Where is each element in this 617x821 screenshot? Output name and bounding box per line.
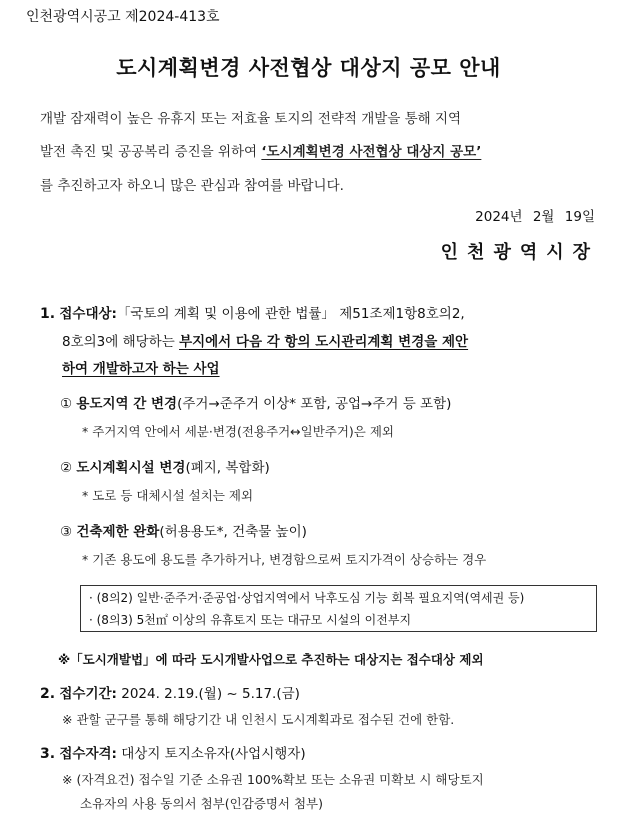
section-2-note: ※ 관할 군구를 통해 해당기간 내 인천시 도시계획과로 접수된 건에 한함. <box>62 712 455 727</box>
definition-box <box>80 585 597 632</box>
section-3-heading <box>40 742 306 762</box>
section-1-line-2-emph: 부지에서 다음 각 항의 도시관리계획 변경을 제안 <box>179 334 469 350</box>
box-line-1: · (8의2) 일반·준주거·준공업·상업지역에서 낙후도심 기능 회복 필요지역(역세권 등) <box>89 591 525 605</box>
page-title: 도시계획변경 사전협상 대상지 공모 안내 <box>116 56 501 80</box>
item-1-title: 용도지역 간 변경 <box>76 396 178 412</box>
item-1-heading <box>60 392 451 412</box>
section-1-number: 1. <box>40 306 56 322</box>
item-3-title: 건축제한 완화 <box>76 524 160 540</box>
notice-date: 2024년 2월 19일 <box>475 209 595 225</box>
section-2-label: 접수기간: <box>59 686 117 702</box>
section-3-value: 대상지 토지소유자(사업시행자) <box>121 746 306 762</box>
item-3-note: * 기존 용도에 용도를 추가하거나, 변경함으로써 토지가격이 상승하는 경우 <box>82 552 487 567</box>
item-2-title: 도시계획시설 변경 <box>76 460 186 476</box>
item-1-marker: ① <box>60 396 73 412</box>
item-2-marker: ② <box>60 460 73 476</box>
item-3-marker: ③ <box>60 524 73 540</box>
section-1-label: 접수대상: <box>59 306 117 322</box>
item-1-detail: (주거→준주거 이상* 포함, 공업→주거 등 포함) <box>177 396 452 412</box>
intro-line-2 <box>40 140 481 160</box>
intro-highlight: ‘도시계획변경 사전협상 대상지 공모’ <box>261 144 482 160</box>
item-3-detail: (허용용도*, 건축물 높이) <box>159 524 307 540</box>
section-3-note-line-2: 소유자의 사용 동의서 첨부(인감증명서 첨부) <box>80 796 323 811</box>
section-1-line-2-prefix: 8호의3에 해당하는 <box>62 334 180 350</box>
section-2-number: 2. <box>40 686 56 702</box>
section-1-line-1-rest: 「국토의 계획 및 이용에 관한 법률」 제51조제1항8호의2, <box>116 306 465 322</box>
item-2-note: * 도로 등 대체시설 설치는 제외 <box>82 488 254 503</box>
section-1-line-1 <box>40 302 465 322</box>
section-1-line-3-emph: 하여 개발하고자 하는 사업 <box>62 361 220 377</box>
item-2-heading <box>60 456 270 476</box>
section-3-note-line-1: ※ (자격요건) 접수일 기준 소유권 100%확보 또는 소유권 미확보 시 해당토지 <box>62 772 484 787</box>
notice-number: 인천광역시공고 제2024-413호 <box>26 9 220 25</box>
exclusion-note: ※「도시개발법」에 따라 도시개발사업으로 추진하는 대상지는 접수대상 제외 <box>58 652 484 667</box>
section-2-value: 2024. 2.19.(월) ~ 5.17.(금) <box>121 686 300 702</box>
box-line-2: · (8의3) 5천㎡ 이상의 유휴토지 또는 대규모 시설의 이전부지 <box>89 613 412 627</box>
section-2-heading <box>40 682 300 702</box>
item-1-note: * 주거지역 안에서 세분·변경(전용주거↔일반주거)은 제외 <box>82 424 394 439</box>
issuer-name: 인천광역시장 <box>440 242 599 263</box>
intro-line-1: 개발 잠재력이 높은 유휴지 또는 저효율 토지의 전략적 개발을 통해 지역 <box>40 111 462 127</box>
section-3-label: 접수자격: <box>59 746 117 762</box>
item-3-heading <box>60 520 307 540</box>
section-1-line-2 <box>62 330 468 350</box>
section-3-number: 3. <box>40 746 56 762</box>
intro-line-3: 를 추진하고자 하오니 많은 관심과 참여를 바랍니다. <box>40 178 344 194</box>
item-2-detail: (폐지, 복합화) <box>185 460 270 476</box>
intro-line-2-prefix: 발전 촉진 및 공공복리 증진을 위하여 <box>40 144 262 160</box>
